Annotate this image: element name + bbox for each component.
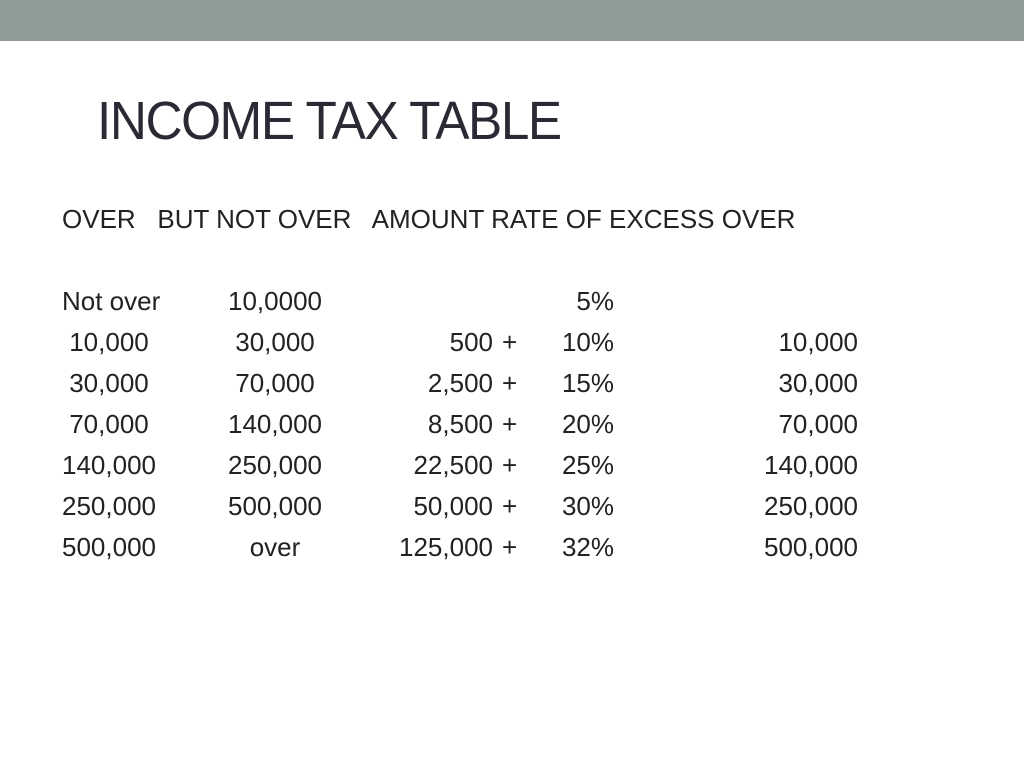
plus-sign: + <box>502 368 518 398</box>
rate-cell: 32% <box>561 532 614 562</box>
tax-table <box>0 286 1024 573</box>
excess-over-cell: 500,000 <box>764 532 858 562</box>
amount-cell: 22,500 <box>413 450 493 480</box>
plus-sign: + <box>502 532 518 562</box>
over-cell: 500,000 <box>62 532 156 562</box>
table-row <box>0 450 1024 491</box>
rate-cell: 25% <box>561 450 614 480</box>
table-row <box>0 286 1024 327</box>
table-row <box>0 491 1024 532</box>
plus-sign: + <box>502 409 518 439</box>
rate-cell: 5% <box>576 286 614 316</box>
excess-over-cell: 70,000 <box>778 409 858 439</box>
rate-cell: 10% <box>561 327 614 357</box>
table-header: OVER BUT NOT OVER AMOUNT RATE OF EXCESS OVER <box>62 204 796 234</box>
plus-sign: + <box>502 327 518 357</box>
slide-title: INCOME TAX TABLE <box>97 91 561 151</box>
over-cell: 140,000 <box>62 450 156 480</box>
over-cell: 10,000 <box>62 327 149 357</box>
but-not-over-cell: 140,000 <box>228 409 322 439</box>
but-not-over-cell: over <box>249 532 301 562</box>
but-not-over-cell: 250,000 <box>228 450 322 480</box>
rate-cell: 30% <box>561 491 614 521</box>
excess-over-cell: 250,000 <box>764 491 858 521</box>
but-not-over-cell: 70,000 <box>235 368 315 398</box>
but-not-over-cell: 500,000 <box>228 491 322 521</box>
amount-cell: 500 <box>449 327 493 357</box>
over-cell: 30,000 <box>62 368 149 398</box>
table-row <box>0 327 1024 368</box>
excess-over-cell: 30,000 <box>778 368 858 398</box>
amount-cell: 2,500 <box>427 368 493 398</box>
but-not-over-cell: 30,000 <box>235 327 315 357</box>
amount-cell: 125,000 <box>399 532 493 562</box>
table-row <box>0 532 1024 573</box>
plus-sign: + <box>502 491 518 521</box>
plus-sign: + <box>502 450 518 480</box>
slide-top-bar <box>0 0 1024 41</box>
over-cell: 70,000 <box>62 409 149 439</box>
amount-cell: 50,000 <box>413 491 493 521</box>
amount-cell: 8,500 <box>427 409 493 439</box>
excess-over-cell: 10,000 <box>778 327 858 357</box>
table-row <box>0 409 1024 450</box>
over-cell: 250,000 <box>62 491 156 521</box>
but-not-over-cell: 10,0000 <box>228 286 322 316</box>
over-cell: Not over <box>62 286 161 316</box>
table-row <box>0 368 1024 409</box>
rate-cell: 20% <box>561 409 614 439</box>
rate-cell: 15% <box>561 368 614 398</box>
excess-over-cell: 140,000 <box>764 450 858 480</box>
